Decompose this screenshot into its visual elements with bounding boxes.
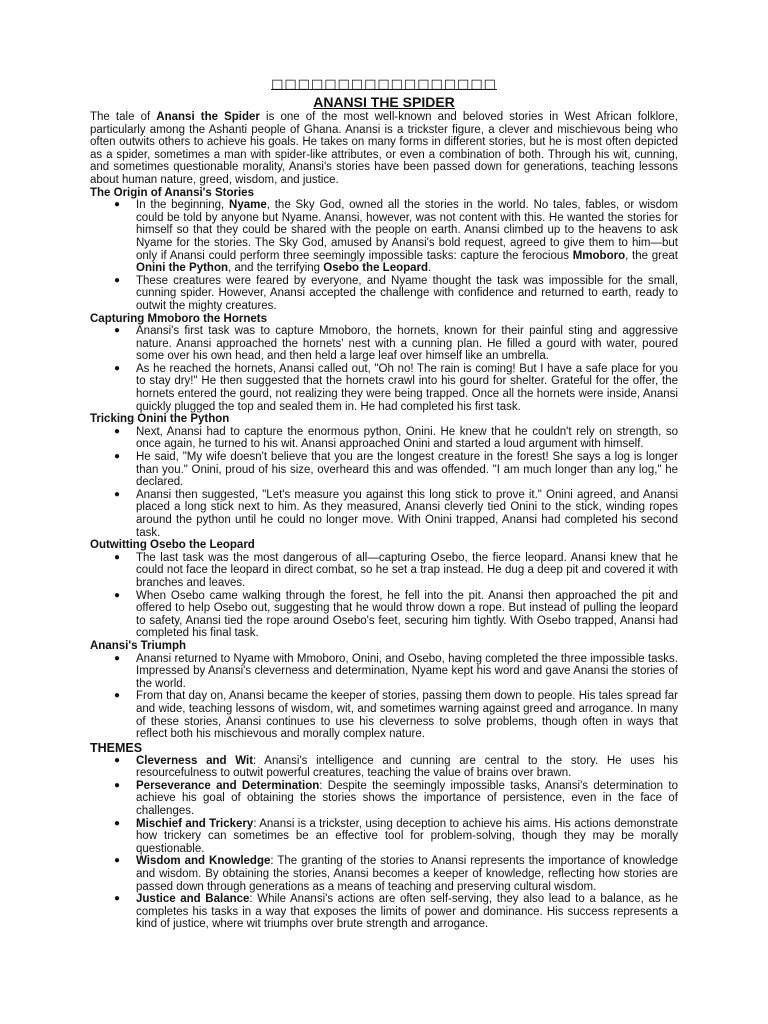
bullet-icon: ● (114, 855, 121, 867)
list-triumph (90, 653, 678, 741)
bullet-icon: ● (114, 652, 121, 664)
title-missing-glyphs: □□□□□□□□□□□□□□□□□ (271, 77, 497, 92)
bullet-icon: ● (114, 690, 121, 702)
bullet-icon: ● (114, 362, 121, 374)
list-leopard (90, 552, 678, 640)
heading-triumph: Anansi's Triumph (90, 639, 187, 652)
bullet-icon: ● (114, 551, 121, 563)
list-item: ● Anansi returned to Nyame with Mmoboro, Onini, and Osebo, having completed the three impossible tasks. Impressed by Anansi's cleverness and determination, Nyame kept his word and gave Anansi the stories of the world. (114, 652, 678, 690)
list-item: ● In the beginning, Nyame, the Sky God, owned all the stories in the world. No tales, fables, or wisdom could be told by anyone but Nyame. Anansi, however, was not content with this. He wanted the stories for himself so that they could be shared with the people on earth. Anansi climbed up to the heavens to ask Nyame for the stories. The Sky God, amused by Anansi's bold request, agreed to give them to him—but only if Anansi could perform three seemingly impossible tasks: capture the ferocious Mmoboro, the great Onini the Python, and the terrifying Osebo the Leopard. (114, 199, 678, 275)
heading-hornets: Capturing Mmoboro the Hornets (90, 312, 267, 325)
bullet-icon: ● (114, 893, 121, 905)
list-item: ● As he reached the hornets, Anansi called out, "Oh no! The rain is coming! But I have a safe place for you to stay dry!" He then suggested that the hornets crawl into his gourd for shelter. Grateful for the offer, the hornets entered the gourd, not realizing they were being trapped. Once all the hornets were inside, Anansi quickly plugged the top and sealed them in. He had completed his first task. (114, 362, 678, 413)
list-item: ● Anansi then suggested, "Let's measure you against this long stick to prove it." Onini agreed, and Anansi placed a long stick next to him. As they measured, Anansi cleverly tied Onini to the stick, winding ropes around the python until he could no longer move. With Onini trapped, Anansi had completed his second task. (114, 488, 678, 539)
list-item: ● These creatures were feared by everyone, and Nyame thought the task was impossible for the small, cunning spider. However, Anansi accepted the challenge with confidence and returned to earth, ready to outwit the mighty creatures. (114, 274, 678, 312)
intro-paragraph: The tale of Anansi the Spider is one of the most well-known and beloved stories in West African folklore, particularly among the Ashanti people of Ghana. Anansi is a trickster figure, a clever and mischievous being who often outwits others to achieve his goals. He takes on many forms in different stories, but he is most often depicted as a spider, sometimes a man with spider-like attributes, or even a combination of both. Through his wit, cunning, and sometimes questionable morality, Anansi's stories have been passed down for generations, teaching lessons about human nature, greed, wisdom, and justice. (90, 111, 678, 186)
bullet-icon: ● (114, 589, 121, 601)
bullet-icon: ● (114, 451, 121, 463)
bullet-icon: ● (114, 754, 121, 766)
list-item: ● Next, Anansi had to capture the enormous python, Onini. He knew that he couldn't rely on strength, so once again, he turned to his wit. Anansi approached Onini and started a loud argument with himself. (114, 425, 678, 451)
list-item: ● From that day on, Anansi became the keeper of stories, passing them down to people. His tales spread far and wide, teaching lessons of wisdom, wit, and sometimes warning against greed and arrogance. In many of these stories, Anansi continues to use his cleverness to solve problems, though often in ways that reflect both his mischievous and morally complex nature. (114, 690, 678, 741)
list-item: ● The last task was the most dangerous of all—capturing Osebo, the fierce leopard. Anansi knew that he could not face the leopard in direct combat, so he set a trap instead. He dug a deep pit and covered it with branches and leaves. (114, 551, 678, 589)
list-item: ● Cleverness and Wit: Anansi's intelligence and cunning are central to the story. He uses his resourcefulness to outwit powerful creatures, teaching the value of brains over brawn. (114, 754, 678, 780)
list-item: ● Justice and Balance: While Anansi's actions are often self-serving, they also lead to a balance, as he completes his tasks in a way that exposes the limits of power and dominance. His success represents a kind of justice, where wit triumphs over brute strength and arrogance. (114, 893, 679, 931)
bullet-icon: ● (114, 488, 121, 500)
list-hornets (90, 325, 678, 413)
heading-leopard: Outwitting Osebo the Leopard (90, 539, 255, 552)
list-themes (90, 755, 678, 931)
list-item: ● Perseverance and Determination: Despite the seemingly impossible tasks, Anansi's determination to achieve his goal of obtaining the stories shows the importance of persistence, even in the face of challenges. (114, 779, 678, 818)
bullet-icon: ● (114, 325, 121, 337)
bullet-icon: ● (114, 274, 121, 286)
intro-bold-name: Anansi the Spider (156, 111, 260, 123)
list-python (90, 426, 678, 539)
bullet-icon: ● (114, 199, 121, 211)
heading-python: Tricking Onini the Python (90, 413, 230, 426)
list-item: ● He said, "My wife doesn't believe that you are the longest creature in the forest! She says a log is longer than you." Onini, proud of his size, overheard this and was offended. "I am much longer than any log," he declared. (114, 451, 678, 489)
heading-themes: THEMES (90, 740, 143, 755)
list-item: ● When Osebo came walking through the forest, he fell into the pit. Anansi then approached the pit and offered to help Osebo out, suggesting that he would throw down a rope. But instead of pulling the leopard to safety, Anansi tied the rope around Osebo's feet, securing him tightly. With Osebo trapped, Anansi had completed his final task. (114, 589, 678, 640)
list-item: ● Mischief and Trickery: Anansi is a trickster, using deception to achieve his aims. His actions demonstrate how trickery can sometimes be an effective tool for problem-solving, though they may be morally questionable. (114, 817, 679, 855)
page-title: ANANSI THE SPIDER (313, 94, 455, 110)
heading-origin: The Origin of Anansi's Stories (90, 186, 254, 199)
document-page (90, 76, 678, 931)
bullet-icon: ● (114, 425, 121, 437)
list-item: ● Wisdom and Knowledge: The granting of the stories to Anansi represents the importance of knowledge and wisdom. By obtaining the stories, Anansi becomes a keeper of knowledge, reflecting how stories are passed down through generations as a means of teaching and preserving cultural wisdom. (114, 855, 678, 893)
bullet-icon: ● (114, 817, 121, 829)
bullet-icon: ● (114, 779, 121, 791)
list-item: ● Anansi's first task was to capture Mmoboro, the hornets, known for their painful sting and aggressive nature. Anansi approached the hornets' nest with a cunning plan. He filled a gourd with water, poured some over his own head, and then held a large leaf over himself like an umbrella. (114, 325, 678, 363)
list-origin (90, 199, 678, 312)
